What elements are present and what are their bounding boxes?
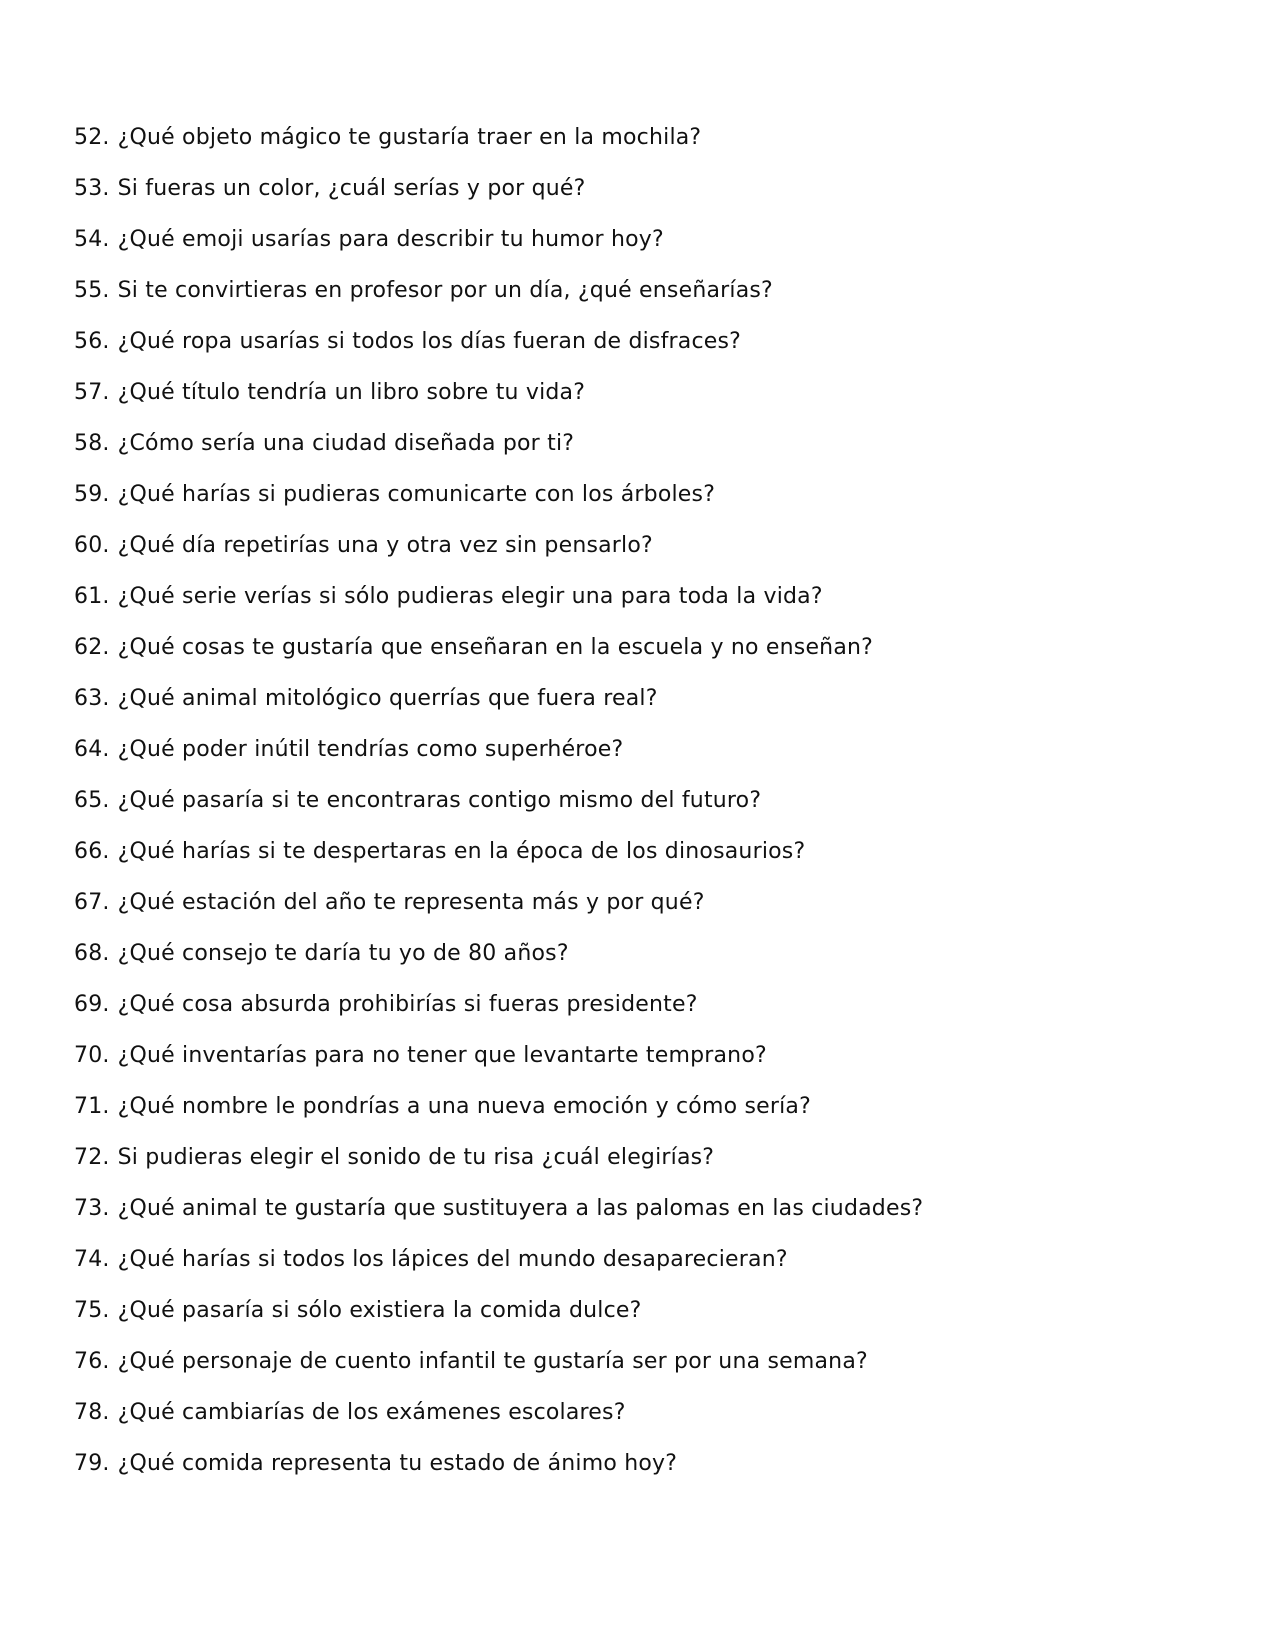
question-text: ¿Qué objeto mágico te gustaría traer en la mochila? [117,124,702,150]
question-item [74,418,923,469]
question-item [74,928,923,979]
question-text: ¿Qué pasaría si te encontraras contigo mismo del futuro? [117,787,762,813]
question-number: 63. [74,685,110,711]
question-number: 62. [74,634,110,660]
question-item [74,1234,923,1285]
question-text: Si pudieras elegir el sonido de tu risa ¿cuál elegirías? [117,1144,715,1170]
question-item [74,163,923,214]
question-text: ¿Qué cosa absurda prohibirías si fueras presidente? [117,991,698,1017]
question-item [74,1183,923,1234]
question-item [74,1387,923,1438]
question-text: ¿Qué consejo te daría tu yo de 80 años? [117,940,569,966]
question-number: 68. [74,940,110,966]
question-number: 75. [74,1297,110,1323]
question-text: ¿Qué nombre le pondrías a una nueva emoción y cómo sería? [117,1093,811,1119]
question-text: ¿Qué personaje de cuento infantil te gustaría ser por una semana? [117,1348,868,1374]
question-item [74,724,923,775]
question-number: 65. [74,787,110,813]
question-number: 78. [74,1399,110,1425]
question-item [74,112,923,163]
question-number: 67. [74,889,110,915]
question-number: 55. [74,277,110,303]
question-number: 69. [74,991,110,1017]
question-text: ¿Qué título tendría un libro sobre tu vida? [117,379,586,405]
question-number: 66. [74,838,110,864]
question-item [74,265,923,316]
question-item [74,1030,923,1081]
question-item [74,1081,923,1132]
question-text: ¿Qué comida representa tu estado de ánimo hoy? [117,1450,678,1476]
question-text: ¿Qué inventarías para no tener que levantarte temprano? [117,1042,767,1068]
question-text: ¿Cómo sería una ciudad diseñada por ti? [117,430,575,456]
question-text: ¿Qué estación del año te representa más y por qué? [117,889,705,915]
question-text: ¿Qué animal mitológico querrías que fuera real? [117,685,658,711]
question-number: 64. [74,736,110,762]
question-text: ¿Qué emoji usarías para describir tu humor hoy? [117,226,664,252]
question-list [74,112,923,1489]
question-item [74,469,923,520]
question-text: ¿Qué harías si pudieras comunicarte con los árboles? [117,481,716,507]
question-item [74,1438,923,1489]
question-text: ¿Qué animal te gustaría que sustituyera a las palomas en las ciudades? [117,1195,924,1221]
question-number: 56. [74,328,110,354]
question-text: Si fueras un color, ¿cuál serías y por qué? [117,175,586,201]
question-number: 59. [74,481,110,507]
question-number: 52. [74,124,110,150]
question-number: 58. [74,430,110,456]
question-item [74,1336,923,1387]
question-number: 71. [74,1093,110,1119]
question-text: ¿Qué harías si te despertaras en la época de los dinosaurios? [117,838,806,864]
question-item [74,214,923,265]
question-text: ¿Qué poder inútil tendrías como superhéroe? [117,736,624,762]
question-item [74,571,923,622]
question-number: 53. [74,175,110,201]
question-text: ¿Qué día repetirías una y otra vez sin pensarlo? [117,532,653,558]
question-number: 74. [74,1246,110,1272]
question-item [74,367,923,418]
question-item [74,316,923,367]
question-number: 60. [74,532,110,558]
question-item [74,979,923,1030]
question-text: ¿Qué ropa usarías si todos los días fueran de disfraces? [117,328,742,354]
question-text: ¿Qué cambiarías de los exámenes escolares? [117,1399,626,1425]
question-number: 73. [74,1195,110,1221]
question-item [74,877,923,928]
question-number: 57. [74,379,110,405]
question-text: ¿Qué harías si todos los lápices del mundo desaparecieran? [117,1246,788,1272]
question-number: 76. [74,1348,110,1374]
question-text: ¿Qué serie verías si sólo pudieras elegir una para toda la vida? [117,583,823,609]
question-item [74,622,923,673]
question-number: 70. [74,1042,110,1068]
question-item [74,1132,923,1183]
question-text: ¿Qué pasaría si sólo existiera la comida dulce? [117,1297,642,1323]
question-text: Si te convirtieras en profesor por un día, ¿qué enseñarías? [117,277,773,303]
question-item [74,673,923,724]
question-text: ¿Qué cosas te gustaría que enseñaran en la escuela y no enseñan? [117,634,874,660]
question-number: 54. [74,226,110,252]
question-number: 79. [74,1450,110,1476]
question-number: 72. [74,1144,110,1170]
question-item [74,520,923,571]
question-item [74,775,923,826]
question-number: 61. [74,583,110,609]
question-item [74,826,923,877]
question-item [74,1285,923,1336]
